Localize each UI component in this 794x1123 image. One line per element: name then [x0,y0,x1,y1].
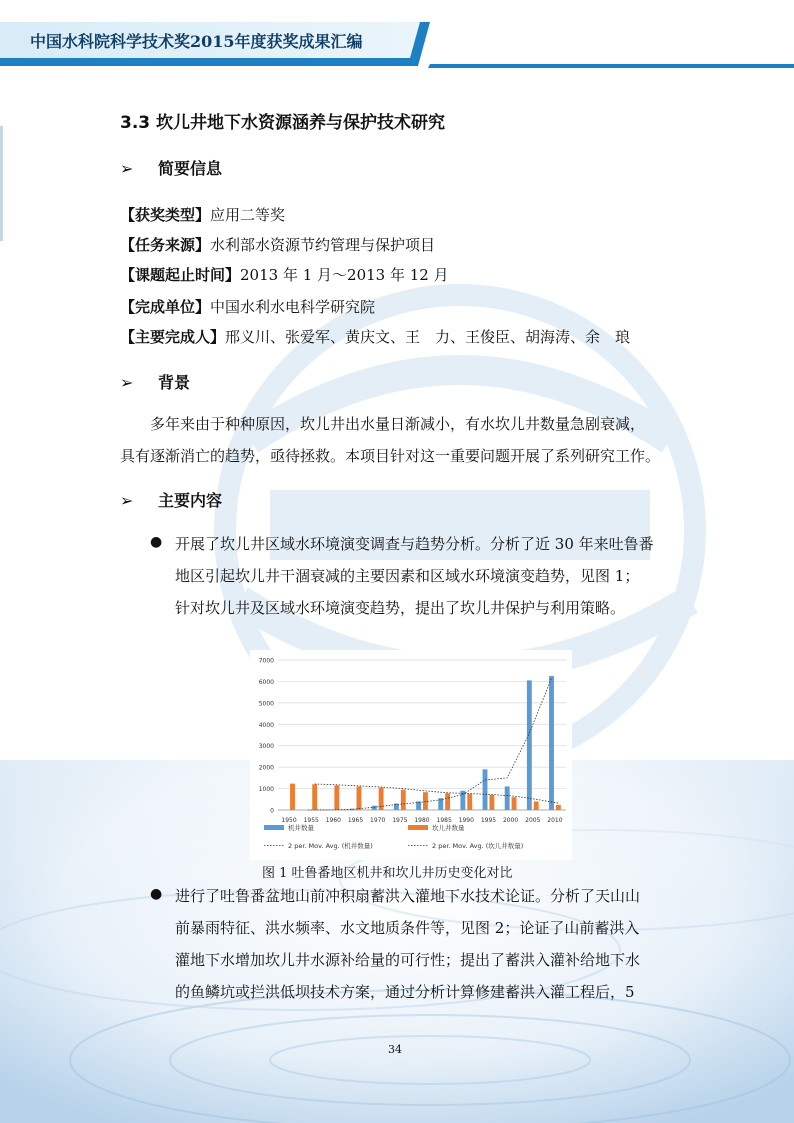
info-value: 中国水利水电科学研究院 [210,298,376,316]
bar-kariz-2005 [534,801,539,810]
bar-well-2000 [505,786,510,810]
info-value: 水利部水资源节约管理与保护项目 [210,236,436,254]
bar-kariz-1950 [290,784,295,810]
x-tick-label: 1965 [347,817,364,824]
info-row-contributors [120,326,630,347]
info-label: 【获奖类型】 [120,206,211,224]
x-tick-label: 1950 [281,817,297,824]
x-tick-label: 1975 [392,817,408,824]
info-row-period [120,264,449,285]
x-tick-label: 1960 [325,817,342,824]
paragraph-line: 具有逐渐消亡的趋势，亟待拯救。本项目针对这一重要问题开展了系列研究工作。 [120,447,661,465]
background-heading [120,370,190,393]
bullet-line: 开展了坎儿井区域水环境演变调查与趋势分析。分析了近 30 年来吐鲁番 [175,535,654,553]
bar-kariz-1980 [423,792,428,810]
bullet-line: 灌地下水增加坎儿井水源补给量的可行性；提出了蓄洪入灌补给地下水 [175,951,641,969]
info-value: 邢义川、张爱军、黄庆文、王 力、王俊臣、胡海涛、余 琅 [225,328,631,346]
x-tick-label: 2000 [502,817,519,824]
trendline-well [308,678,552,810]
bar-kariz-1960 [334,785,339,810]
bullet-text [175,528,680,624]
legend-trend-well-label: 2 per. Mov. Avg. (机井数量) [288,842,373,850]
bar-well-2010 [549,676,554,810]
arrow-icon: ➢ [120,159,134,178]
summary-heading-text: 简要信息 [158,159,223,178]
x-tick-label: 1995 [480,817,497,824]
y-tick-label: 4000 [258,721,274,729]
paragraph-line: 多年来由于种种原因，坎儿井出水量日渐减小，有水坎儿井数量急剧衰减， [120,415,646,433]
info-label: 【课题起止时间】 [120,266,241,284]
bar-well-1970 [372,806,377,810]
legend-well-swatch [264,825,284,830]
bar-kariz-1995 [489,795,494,810]
x-tick-label: 1970 [370,817,386,824]
info-value: 2013 年 1 月～2013 年 12 月 [240,266,449,284]
figure-1-chart [250,650,572,860]
legend-kariz-label: 坎儿井数量 [432,824,465,832]
bullet-text [175,880,680,1008]
info-value: 应用二等奖 [210,206,286,224]
bar-kariz-1975 [401,790,406,810]
legend-kariz-swatch [408,825,428,830]
bar-kariz-2010 [556,805,561,810]
y-tick-label: 7000 [258,657,274,665]
bar-well-1995 [483,769,488,810]
bullet-line: 前暴雨特征、洪水频率、水文地质条件等，见图 2；论证了山前蓄洪入 [175,919,640,937]
summary-heading [120,156,222,179]
bar-kariz-1955 [312,784,317,810]
bullet-line: 地区引起坎儿井干涸衰减的主要因素和区域水环境演变趋势，见图 1； [175,567,640,585]
y-tick-label: 2000 [258,764,274,772]
main-content-heading-text: 主要内容 [158,491,223,510]
page-number: 34 [388,1043,402,1056]
x-tick-label: 1955 [303,817,319,824]
x-tick-label: 2010 [547,817,563,824]
x-tick-label: 1980 [414,817,430,824]
arrow-icon: ➢ [120,491,134,510]
y-tick-label: 0 [270,807,274,815]
info-row-award-type [120,204,285,225]
bar-kariz-1985 [445,793,450,810]
y-tick-label: 5000 [258,700,274,708]
info-label: 【主要完成人】 [120,328,226,346]
background-heading-text: 背景 [158,373,191,392]
info-label: 【完成单位】 [120,298,211,316]
info-row-task-source [120,234,435,255]
x-tick-label: 1985 [436,817,452,824]
arrow-icon: ➢ [120,373,134,392]
bullet-dot-icon: ● [150,886,163,902]
bullet-line: 的鱼鳞坑或拦洪低坝技术方案，通过分析计算修建蓄洪入灌工程后，5 [175,983,635,1001]
chart-svg [250,650,572,860]
bar-well-2005 [527,680,532,810]
legend-well-label: 机井数量 [288,824,314,832]
background-paragraph [120,408,680,472]
legend-trend-kariz-label: 2 per. Mov. Avg. (坎儿井数量) [432,842,524,850]
x-tick-label: 2005 [525,817,541,824]
y-tick-label: 6000 [258,678,274,686]
main-content-heading [120,488,222,511]
y-tick-label: 1000 [258,786,274,794]
bar-kariz-1965 [357,786,362,810]
bullet-line: 针对坎儿井及区域水环境演变趋势，提出了坎儿井保护与利用策略。 [175,599,626,617]
bullet-line: 进行了吐鲁番盆地山前冲积扇蓄洪入灌地下水技术论证。分析了天山山 [175,887,641,905]
info-label: 【任务来源】 [120,236,211,254]
bullet-dot-icon: ● [150,534,163,550]
bar-kariz-1990 [467,794,472,810]
info-row-institution [120,296,375,317]
header-title: 中国水科院科学技术奖2015年度获奖成果汇编 [30,32,363,51]
x-tick-label: 1990 [458,817,474,824]
bar-kariz-2000 [512,797,517,810]
figure-caption: 图 1 吐鲁番地区机井和坎儿井历史变化对比 [262,866,513,881]
section-title: 3.3 坎儿井地下水资源涵养与保护技术研究 [120,113,446,133]
y-tick-label: 3000 [258,743,274,751]
